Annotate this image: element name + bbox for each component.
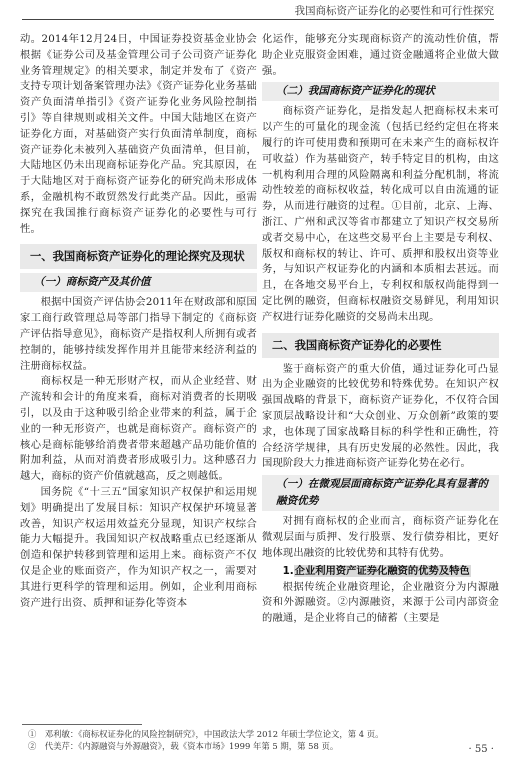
footnote-2: ② 代美芹：《内源融资与外源融资》，载《资本市场》1999 年第 5 期，第 58 页。: [28, 741, 339, 751]
paragraph-status: 商标资产证券化，是指发起人把商标权未来可以产生的可量化的现金流（包括已经约定但在将来履行的许可使用费和预期可在未来产生的商标权许可收益）作为基础资产，转手特定目的机构，由这一机构利用合理的风险隔离和利益分配机制，将流动性较差的商标权收益，转化成可以自由流通的证券，从而进行融资的过程。①目前，北京、上海、浙江、广州和武汉等省市都建立了知识产权交易所或者交易中心，在这些交易平台上主要是专利权、版权和商标权的转让、许可、质押和股权出资等业务，与知识产权证券化的内涵和本质相去甚远。而且，在各地交易平台上，专利权和版权尚能得到一定比例的融资，但商标权融资交易鲜见，利用知识产权进行证券化融资的交易尚未出现。: [262, 105, 499, 323]
paragraph-micro-advantage: 对拥有商标权的企业而言，商标资产证券化在微观层面与质押、发行股票、发行债券相比，更好地体现出融资的比较优势和其特有优势。: [262, 515, 499, 559]
subsubsection-heading-1: [262, 563, 499, 579]
header-rule: [22, 19, 494, 20]
paragraph-intro-continued: 动。2014年12月24日，中国证券投资基金业协会根据《证券公司及基金管理公司子公司资产证券化业务管理规定》的相关要求，制定并发布了《资产支持专项计划备案管理办法》《资产证券化业务基础资产负面清单指引》《资产证券化业务风险控制指引》等自律规则或相关文件。中国大陆地区在资产证券化方面，对基础资产实行负面清单制度，商标资产证券化未被列入基础资产负面清单，但目前，大陆地区仍未出现商标证券化产品。究其原因，在于大陆地区对于商标资产证券化的研究尚未形成体系，金融机构不敢贸然发行此类产品。因此，亟需探究在我国推行商标资产证券化的必要性与可行性。: [20, 33, 257, 235]
paragraph-national-plan: 国务院《“十三五”国家知识产权保护和运用规划》明确提出了发展目标：知识产权保护环境显著改善，知识产权运用效益充分显现，知识产权综合能力大幅提升。我国知识产权战略重点已经逐渐从创造和保护转移到管理和运用上来。商标资产不仅仅是企业的账面资产，作为知识产权之一，需要对其进行更科学的管理和运用。例如，企业利用商标资产进行出资、质押和证券化等资本: [20, 485, 257, 609]
subsubsection-title: 企业利用资产证券化融资的优势及特色: [294, 564, 470, 577]
paragraph-continued: 化运作，能够充分实现商标资产的流动性价值，帮助企业克服资金困难，通过资金融通将企业做大做强。: [262, 33, 499, 77]
header-title: 我国商标资产证券化的必要性和可行性探究: [294, 5, 494, 17]
section-heading-2: 二、我国商标资产证券化的必要性: [262, 333, 499, 358]
footnotes: [22, 724, 494, 752]
left-column: [20, 32, 257, 722]
footnote-1: ① 邓利敏：《商标权证券化的风险控制研究》，中国政法大学 2012 年硕士学位论文，第 4 页。: [28, 729, 384, 739]
footnote-rule: [22, 724, 142, 725]
paragraph-definition: 根据中国资产评估协会2011年在财政部和原国家工商行政管理总局等部门指导下制定的《商标资产评估指导意见》，商标资产是指权利人所拥有或者控制的，能够持续发挥作用并且能带来经济利益的注册商标权益。: [20, 296, 257, 372]
right-column: [262, 32, 499, 722]
subsubsection-number: 1.: [282, 564, 294, 577]
subsection-heading-1: （一）商标资产及其价值: [20, 273, 257, 292]
section-heading-1: 一、我国商标资产证券化的理论探究及现状: [20, 244, 257, 269]
paragraph-trademark-value: 商标权是一种无形财产权，而从企业经营、财产流转和会计的角度来看，商标对消费者的长期吸引，以及由于这种吸引给企业带来的利益，属于企业的一种无形资产，也就是商标资产。商标资产的核心是商标能够给消费者带来超越产品功能价值的附加利益，从而对消费者形成吸引力。这种感召力越大，商标的资产价值就越高，反之则越低。: [20, 375, 257, 483]
paragraph-financing-theory: 根据传统企业融资理论，企业融资分为内源融资和外源融资。②内源融资，来源于公司内部资金的融通，是企业将自己的储蓄（主要是: [262, 580, 499, 625]
running-header: [0, 0, 516, 20]
subsection-heading-3: （一）在微观层面商标资产证券化具有显著的融资优势: [262, 475, 499, 511]
subsection-heading-2: （二）我国商标资产证券化的现状: [262, 82, 499, 101]
paragraph-necessity: 鉴于商标资产的重大价值，通过证券化可凸显出为企业融资的比较优势和特殊优势。在知识产权强国战略的背景下，商标资产证券化，不仅符合国家顶层战略设计和“大众创业、万众创新”政策的要求，也体现了国家战略目标的科学性和正确性，符合经济学规律，具有历史发展的必然性。因此，我国现阶段大力推进商标资产证券化势在必行。: [262, 362, 499, 470]
page-number: · 55 ·: [468, 744, 494, 755]
